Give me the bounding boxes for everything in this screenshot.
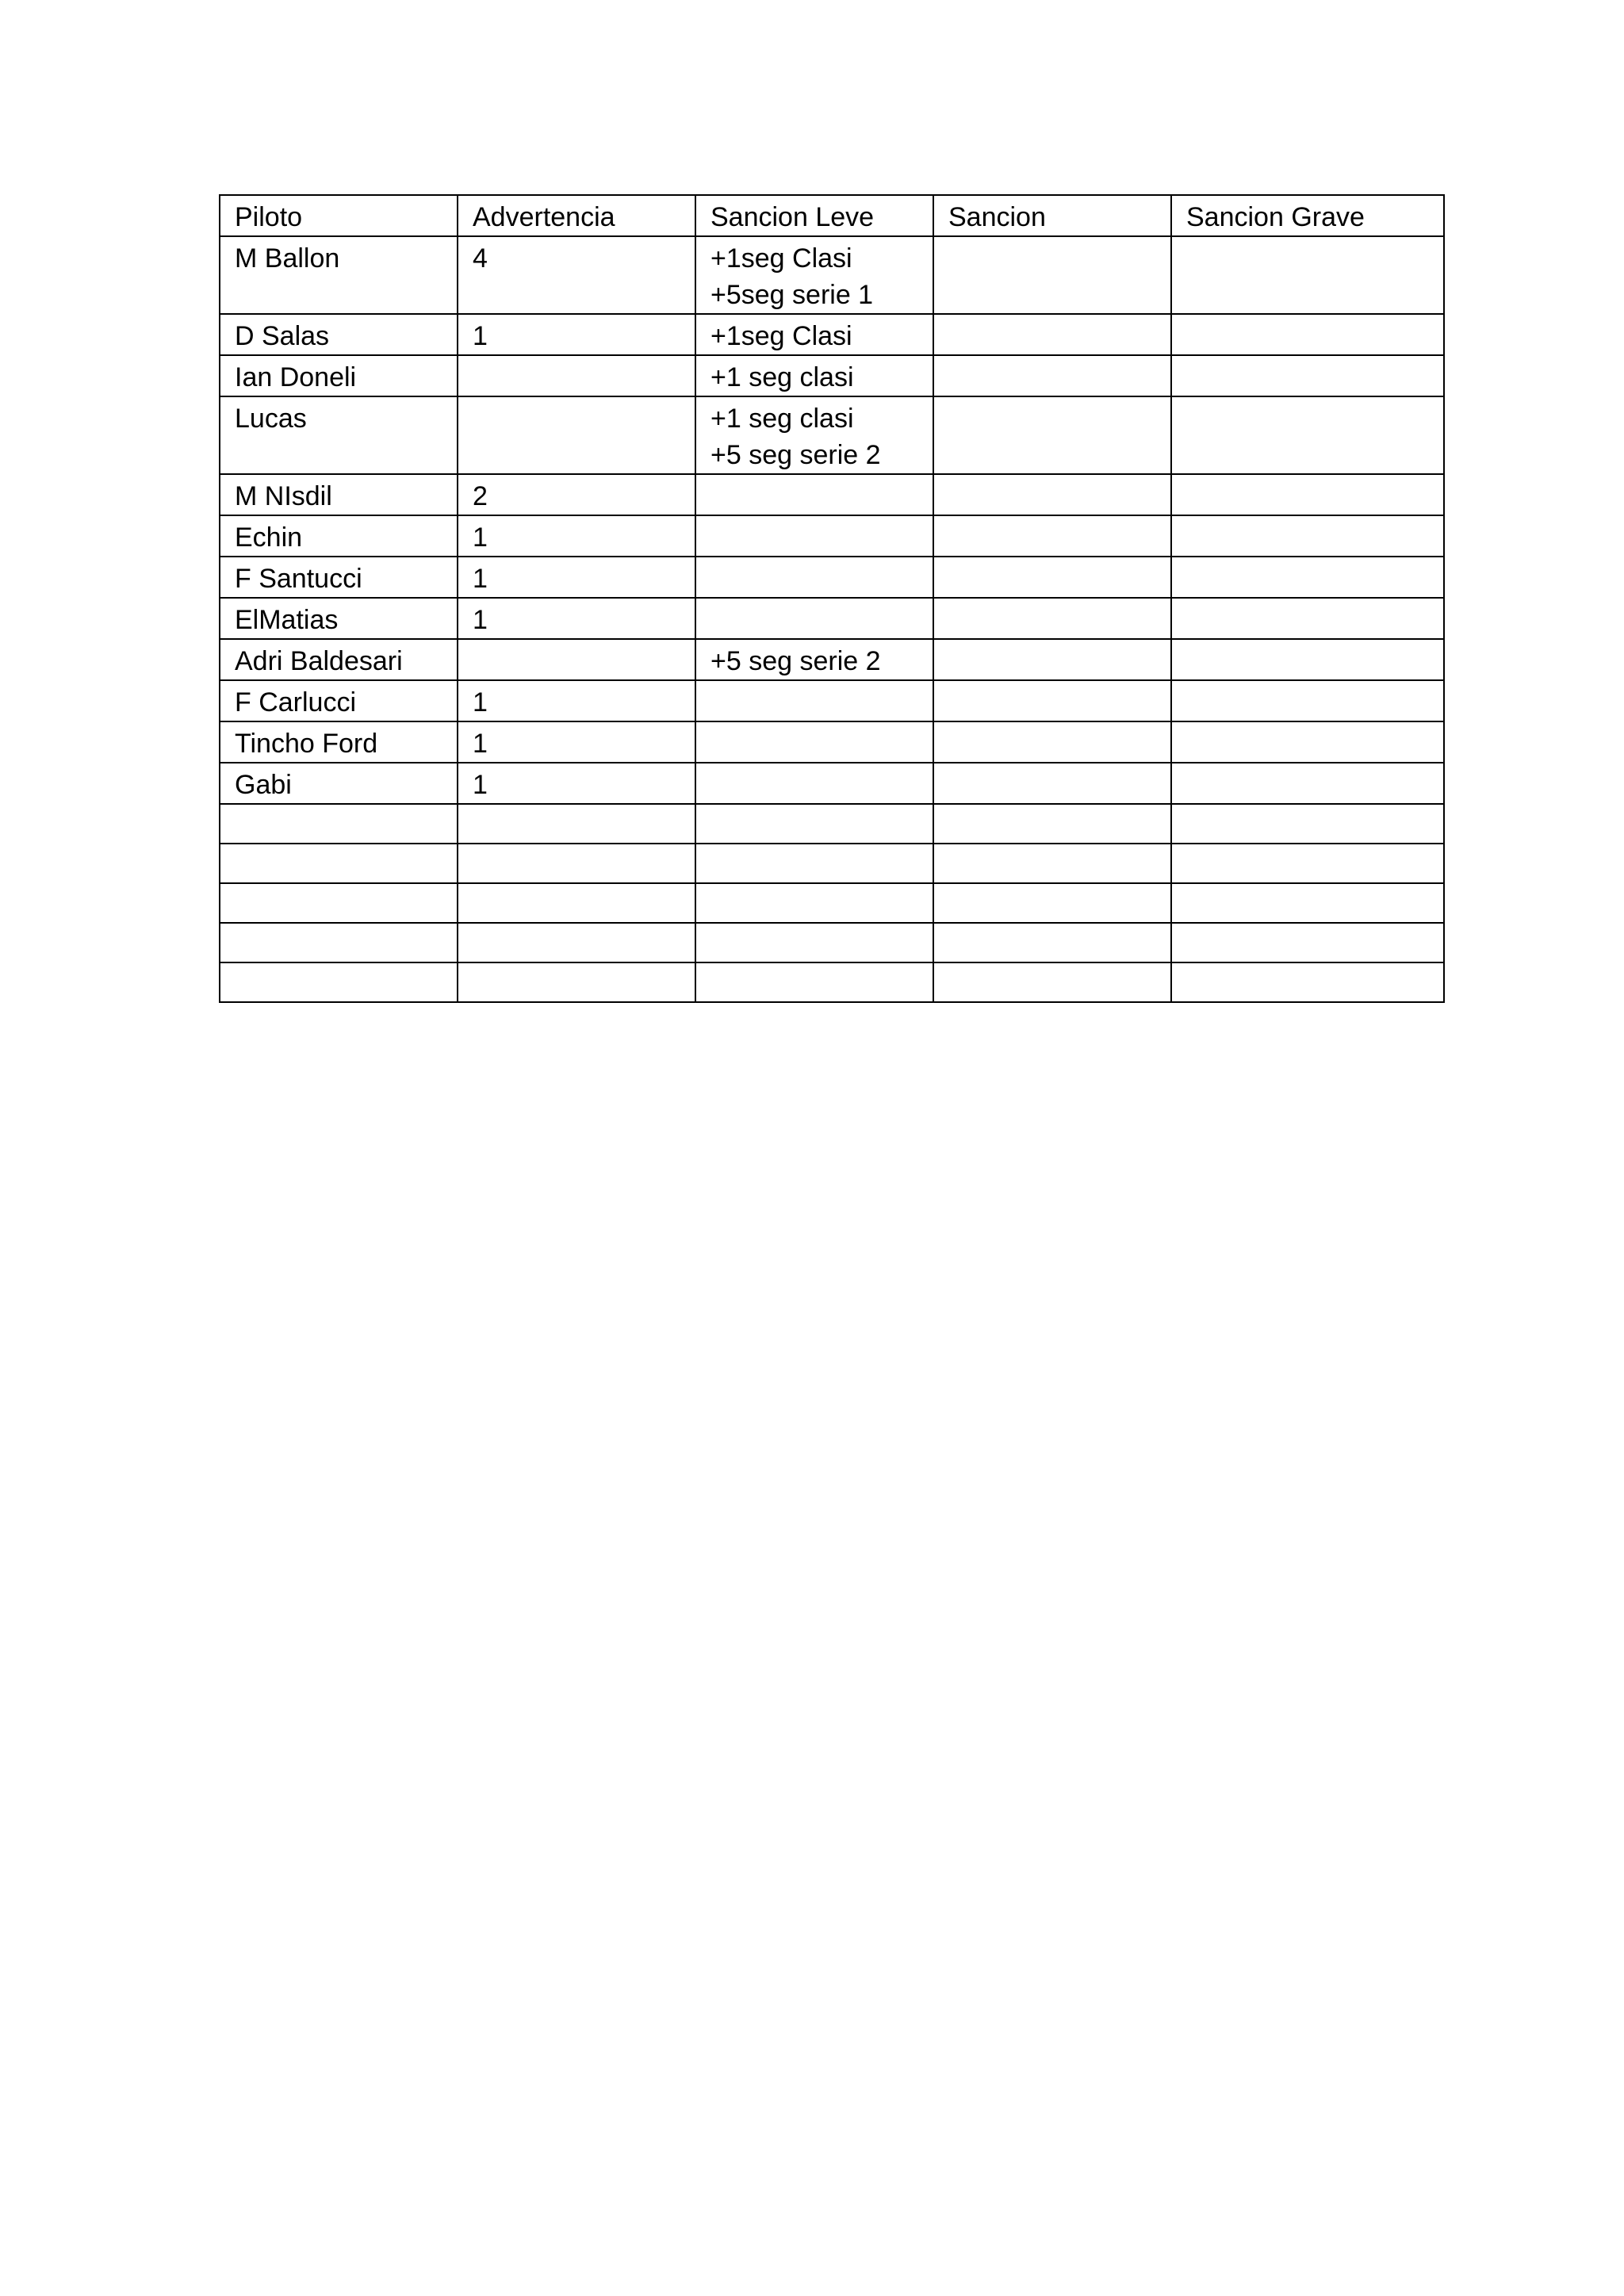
table-row [220, 396, 1444, 474]
table-row [220, 355, 1444, 396]
cell-sancion [933, 763, 1171, 804]
cell-piloto: Tincho Ford [220, 721, 458, 763]
penalty-table [219, 194, 1445, 1003]
table-row [220, 639, 1444, 680]
table-row [220, 962, 1444, 1002]
table-row [220, 680, 1444, 721]
cell-piloto: D Salas [220, 314, 458, 355]
cell-sancion [933, 598, 1171, 639]
cell-sancion-grave [1171, 639, 1444, 680]
cell-piloto: Echin [220, 515, 458, 557]
cell-piloto: F Santucci [220, 557, 458, 598]
cell-sancion-leve [695, 883, 933, 923]
cell-sancion-leve [695, 923, 933, 962]
cell-advertencia: 1 [458, 598, 695, 639]
cell-sancion [933, 474, 1171, 515]
table-row [220, 598, 1444, 639]
sancion-leve-line: +1seg Clasi [710, 321, 852, 351]
table-row [220, 557, 1444, 598]
table-row [220, 474, 1444, 515]
table-row [220, 883, 1444, 923]
cell-piloto: Ian Doneli [220, 355, 458, 396]
cell-sancion [933, 639, 1171, 680]
cell-advertencia [458, 804, 695, 844]
cell-advertencia [458, 923, 695, 962]
cell-advertencia [458, 639, 695, 680]
cell-sancion-leve [695, 763, 933, 804]
sancion-leve-line: +1 seg clasi [710, 404, 854, 434]
cell-piloto: Adri Baldesari [220, 639, 458, 680]
cell-advertencia: 1 [458, 557, 695, 598]
cell-sancion-grave [1171, 804, 1444, 844]
cell-sancion-leve [695, 680, 933, 721]
cell-sancion-grave [1171, 598, 1444, 639]
sancion-leve-line: +1seg Clasi [710, 243, 852, 274]
table-header-row [220, 195, 1444, 236]
cell-piloto [220, 804, 458, 844]
cell-sancion-grave [1171, 962, 1444, 1002]
cell-piloto [220, 844, 458, 883]
cell-sancion [933, 721, 1171, 763]
cell-piloto [220, 962, 458, 1002]
cell-sancion [933, 883, 1171, 923]
cell-sancion-leve [695, 396, 933, 474]
cell-sancion-grave [1171, 515, 1444, 557]
cell-sancion [933, 355, 1171, 396]
table-body [220, 236, 1444, 1002]
cell-sancion [933, 680, 1171, 721]
table-row [220, 721, 1444, 763]
cell-sancion-leve [695, 721, 933, 763]
cell-sancion [933, 557, 1171, 598]
cell-sancion [933, 314, 1171, 355]
cell-piloto: M Ballon [220, 236, 458, 314]
cell-sancion [933, 396, 1171, 474]
cell-advertencia: 1 [458, 763, 695, 804]
cell-sancion-leve [695, 474, 933, 515]
table-row [220, 923, 1444, 962]
cell-sancion-grave [1171, 844, 1444, 883]
sancion-leve-line: +1 seg clasi [710, 362, 854, 392]
table-row [220, 314, 1444, 355]
cell-advertencia: 1 [458, 680, 695, 721]
sancion-leve-line: +5seg serie 1 [710, 280, 874, 310]
cell-sancion-grave [1171, 923, 1444, 962]
cell-sancion [933, 236, 1171, 314]
cell-sancion-grave [1171, 474, 1444, 515]
cell-piloto: Gabi [220, 763, 458, 804]
cell-advertencia: 1 [458, 515, 695, 557]
cell-sancion-leve [695, 314, 933, 355]
cell-piloto [220, 883, 458, 923]
cell-sancion-grave [1171, 680, 1444, 721]
cell-sancion-leve [695, 515, 933, 557]
cell-sancion-leve [695, 804, 933, 844]
cell-sancion [933, 844, 1171, 883]
sancion-leve-line: +5 seg serie 2 [710, 440, 881, 470]
table-row [220, 236, 1444, 314]
cell-sancion-grave [1171, 721, 1444, 763]
cell-piloto: M NIsdil [220, 474, 458, 515]
cell-advertencia [458, 962, 695, 1002]
header-sancion-grave: Sancion Grave [1171, 195, 1444, 236]
cell-sancion-grave [1171, 396, 1444, 474]
cell-piloto [220, 923, 458, 962]
cell-advertencia: 2 [458, 474, 695, 515]
cell-advertencia [458, 883, 695, 923]
cell-sancion [933, 804, 1171, 844]
header-sancion-leve: Sancion Leve [695, 195, 933, 236]
table-row [220, 763, 1444, 804]
table-row [220, 515, 1444, 557]
cell-sancion [933, 962, 1171, 1002]
cell-sancion-grave [1171, 314, 1444, 355]
cell-sancion-grave [1171, 236, 1444, 314]
cell-sancion-grave [1171, 557, 1444, 598]
cell-sancion [933, 923, 1171, 962]
header-sancion: Sancion [933, 195, 1171, 236]
cell-advertencia [458, 396, 695, 474]
cell-sancion-leve [695, 962, 933, 1002]
cell-sancion-leve [695, 844, 933, 883]
cell-sancion-leve [695, 236, 933, 314]
cell-advertencia: 1 [458, 314, 695, 355]
header-advertencia: Advertencia [458, 195, 695, 236]
cell-sancion-leve [695, 598, 933, 639]
table-row [220, 844, 1444, 883]
sancion-leve-line: +5 seg serie 2 [710, 646, 881, 676]
cell-piloto: Lucas [220, 396, 458, 474]
cell-advertencia: 1 [458, 721, 695, 763]
cell-sancion-grave [1171, 883, 1444, 923]
cell-sancion-grave [1171, 763, 1444, 804]
cell-sancion-leve [695, 355, 933, 396]
cell-sancion-grave [1171, 355, 1444, 396]
cell-piloto: ElMatias [220, 598, 458, 639]
cell-advertencia [458, 844, 695, 883]
cell-piloto: F Carlucci [220, 680, 458, 721]
table-row [220, 804, 1444, 844]
cell-advertencia [458, 355, 695, 396]
cell-advertencia: 4 [458, 236, 695, 314]
cell-sancion-leve [695, 639, 933, 680]
cell-sancion [933, 515, 1171, 557]
header-piloto: Piloto [220, 195, 458, 236]
cell-sancion-leve [695, 557, 933, 598]
